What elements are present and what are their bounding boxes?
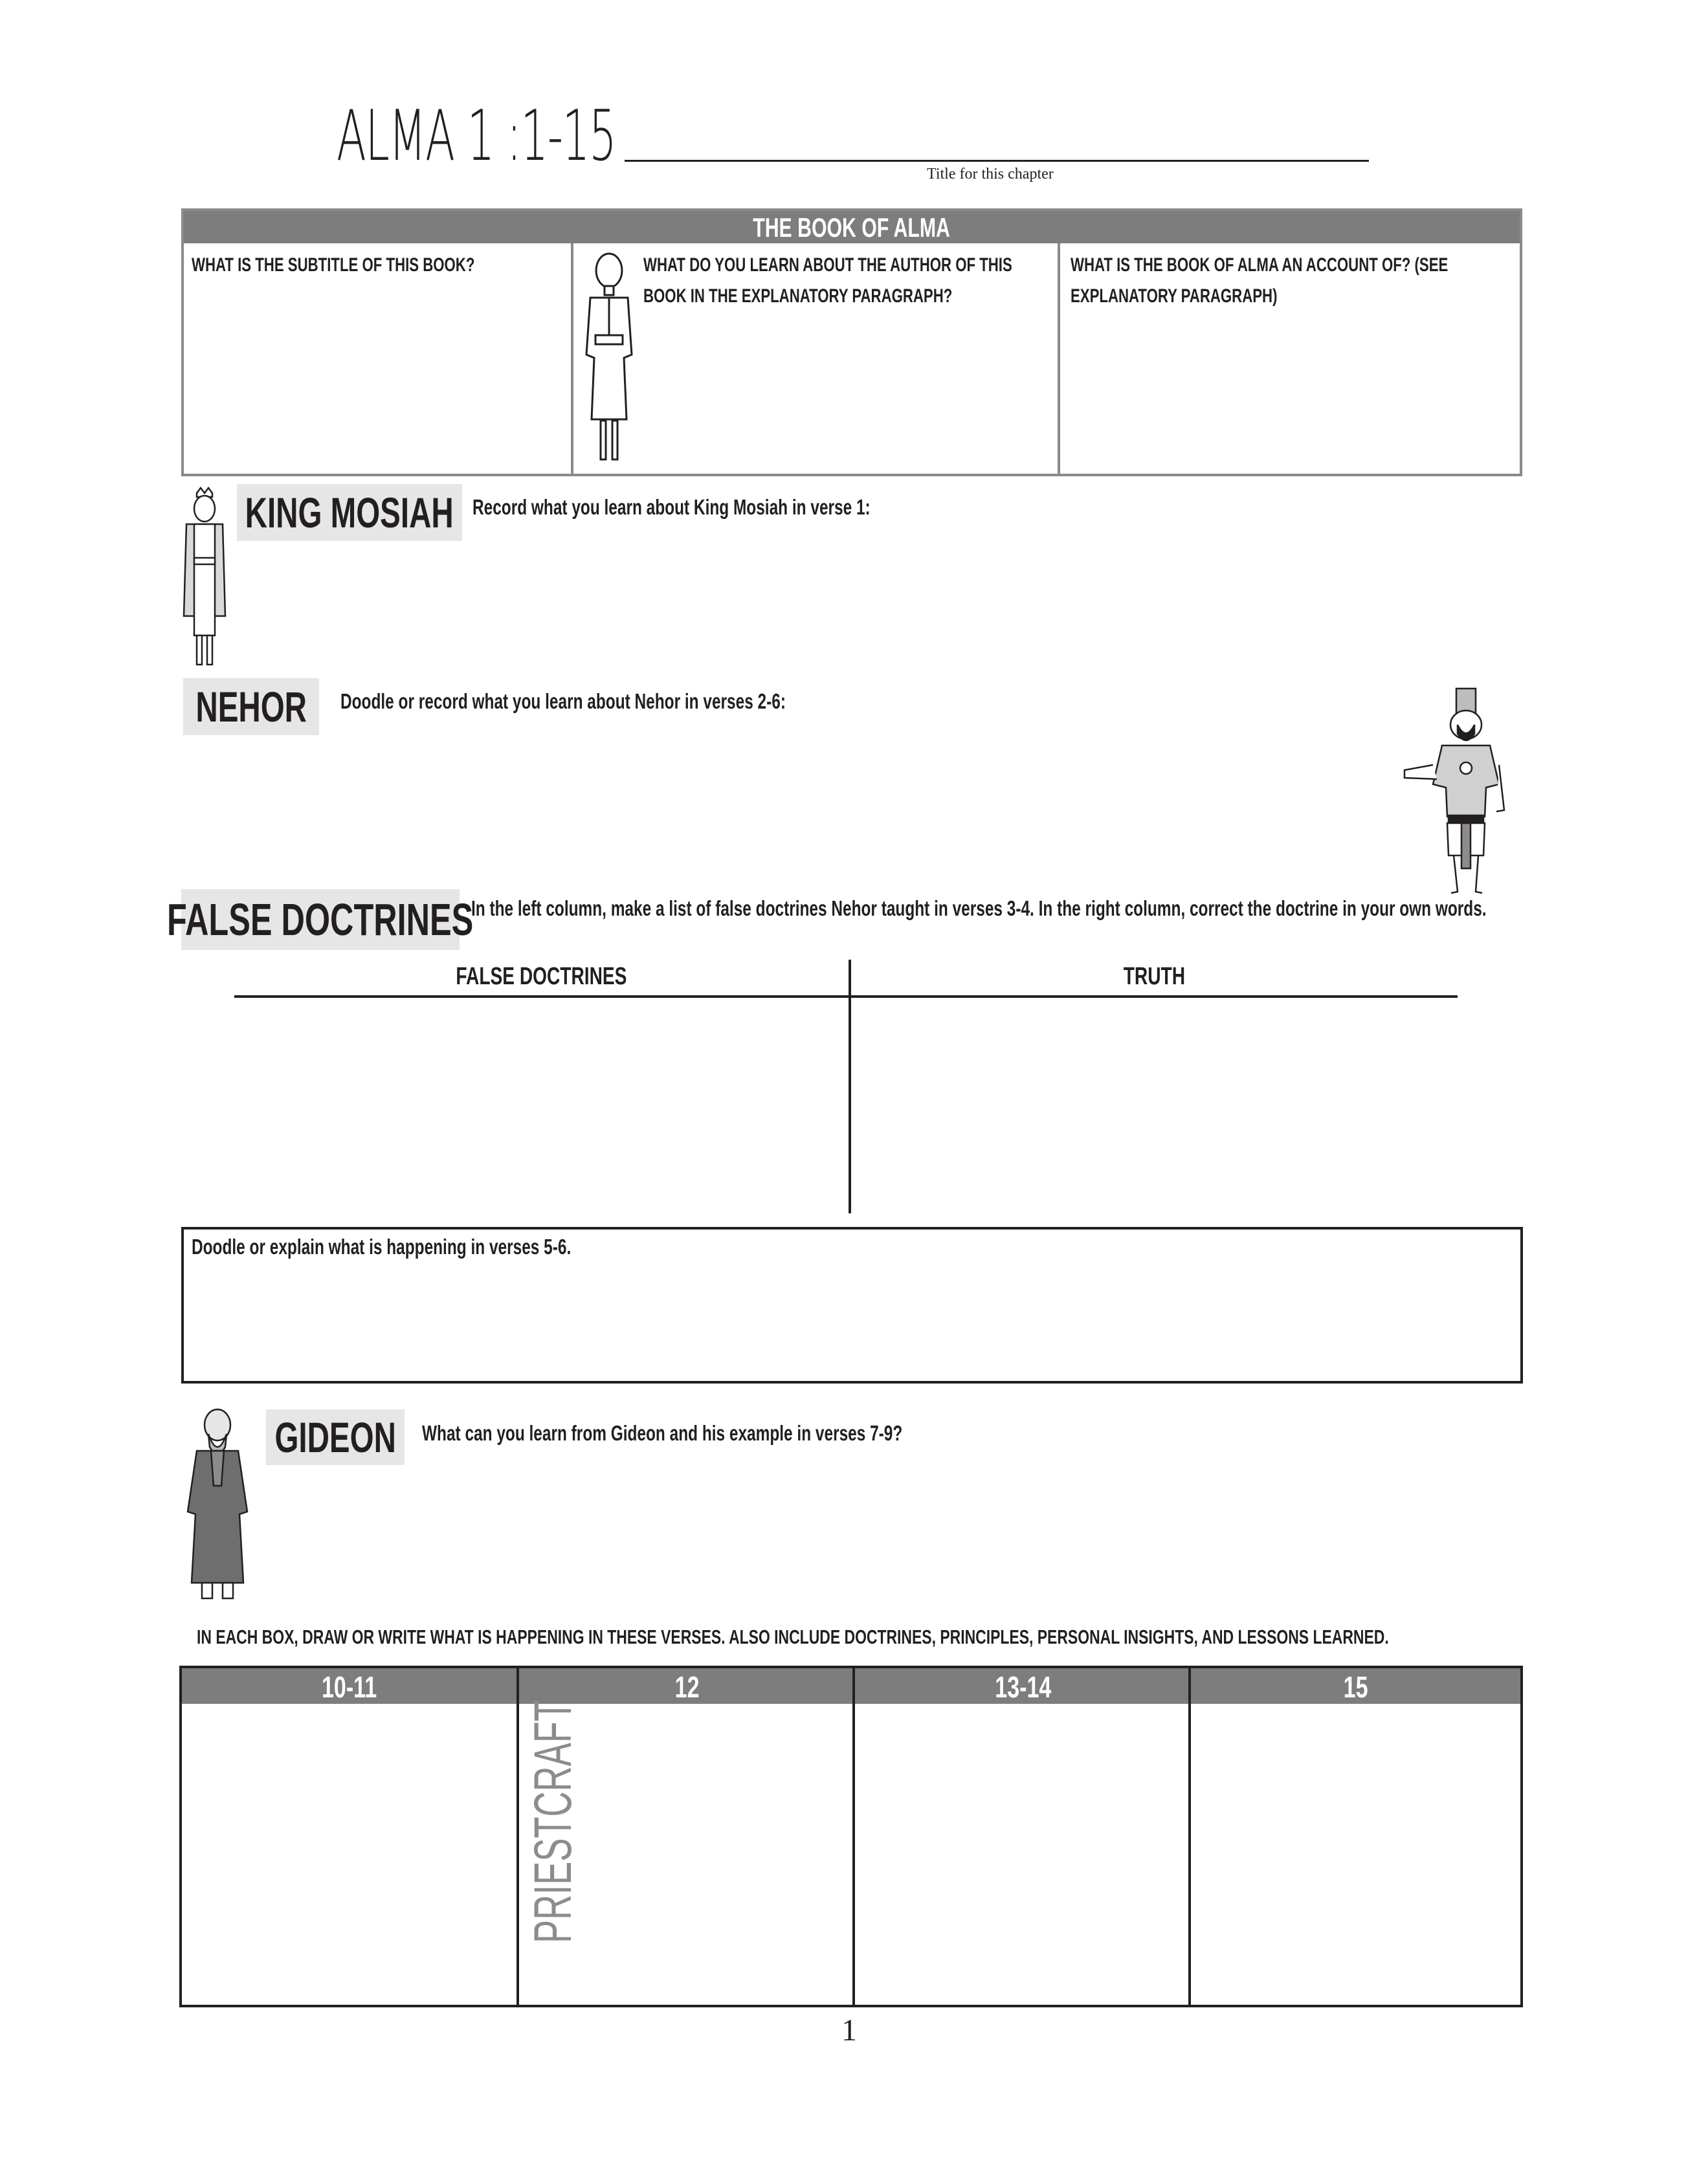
priestcraft-label: PRIESTCRAFT [524,1700,583,1943]
verse-box-15[interactable] [1188,1668,1520,2005]
false-doctrines-label: FALSE DOCTRINES [181,889,460,950]
verse-header: 10-11 [182,1668,516,1704]
king-mosiah-answer-area[interactable] [466,531,1521,667]
account-question: WHAT IS THE BOOK OF ALMA AN ACCOUNT OF? (SEE EXPLANATORY PARAGRAPH) [1071,254,1449,307]
false-doctrines-answer-area[interactable] [234,1000,847,1214]
book-of-alma-box [181,208,1522,476]
gideon-prompt: What can you learn from Gideon and his example in verses 7-9? [422,1421,903,1445]
verse-box-13-14[interactable] [852,1668,1191,2005]
nehor-label: NEHOR [183,678,319,735]
gideon-label: GIDEON [266,1409,405,1465]
account-answer-box[interactable] [1058,243,1520,474]
gideon-answer-area[interactable] [414,1456,1521,1605]
false-doctrines-column-header: FALSE DOCTRINES [455,963,627,990]
title-blank-line[interactable] [625,160,1369,162]
title-caption: Title for this chapter [927,166,1054,182]
truth-answer-area[interactable] [853,1000,1458,1214]
king-mosiah-prompt: Record what you learn about King Mosiah in verse 1: [472,495,871,519]
subtitle-question: WHAT IS THE SUBTITLE OF THIS BOOK? [192,254,475,276]
verse-box-10-11[interactable] [182,1668,516,2005]
tchart-horizontal-line [234,995,1458,998]
nephite-author-figure-icon [579,251,640,468]
verse-header: 12 [519,1668,855,1704]
author-answer-box[interactable] [571,243,1060,474]
king-mosiah-label: KING MOSIAH [237,484,462,541]
verses-5-6-prompt: Doodle or explain what is happening in verses 5-6. [192,1235,572,1259]
false-doctrines-prompt: In the left column, make a list of false doctrines Nehor taught in verses 3-4. In the right column, correct the doctrine in your own words. [471,896,1487,920]
gideon-figure-icon [185,1408,250,1602]
chapter-title: ALMA 1 :1-15 [337,96,616,177]
verses-5-6-box[interactable] [181,1227,1523,1384]
author-question: WHAT DO YOU LEARN ABOUT THE AUTHOR OF THIS BOOK IN THE EXPLANATORY PARAGRAPH? [643,254,1012,307]
tchart-vertical-line [849,960,851,1213]
nehor-figure-icon [1402,687,1518,897]
page-number: 1 [841,2013,857,2047]
truth-column-header: TRUTH [1123,963,1186,990]
verse-header: 15 [1191,1668,1520,1704]
nehor-prompt: Doodle or record what you learn about Nehor in verses 2-6: [340,689,786,713]
verses-grid [179,1666,1523,2007]
nehor-answer-area[interactable] [183,738,1394,880]
verse-header: 13-14 [855,1668,1191,1704]
instructions-text: IN EACH BOX, DRAW OR WRITE WHAT IS HAPPENING IN THESE VERSES. ALSO INCLUDE DOCTRINES, PRINCIPLES, PERSONAL INSIGHTS, AND LESSONS LEARNED. [197,1626,1389,1648]
king-mosiah-figure-icon [181,487,228,669]
subtitle-answer-box[interactable] [184,243,571,474]
book-heading: THE BOOK OF ALMA [184,211,1520,243]
